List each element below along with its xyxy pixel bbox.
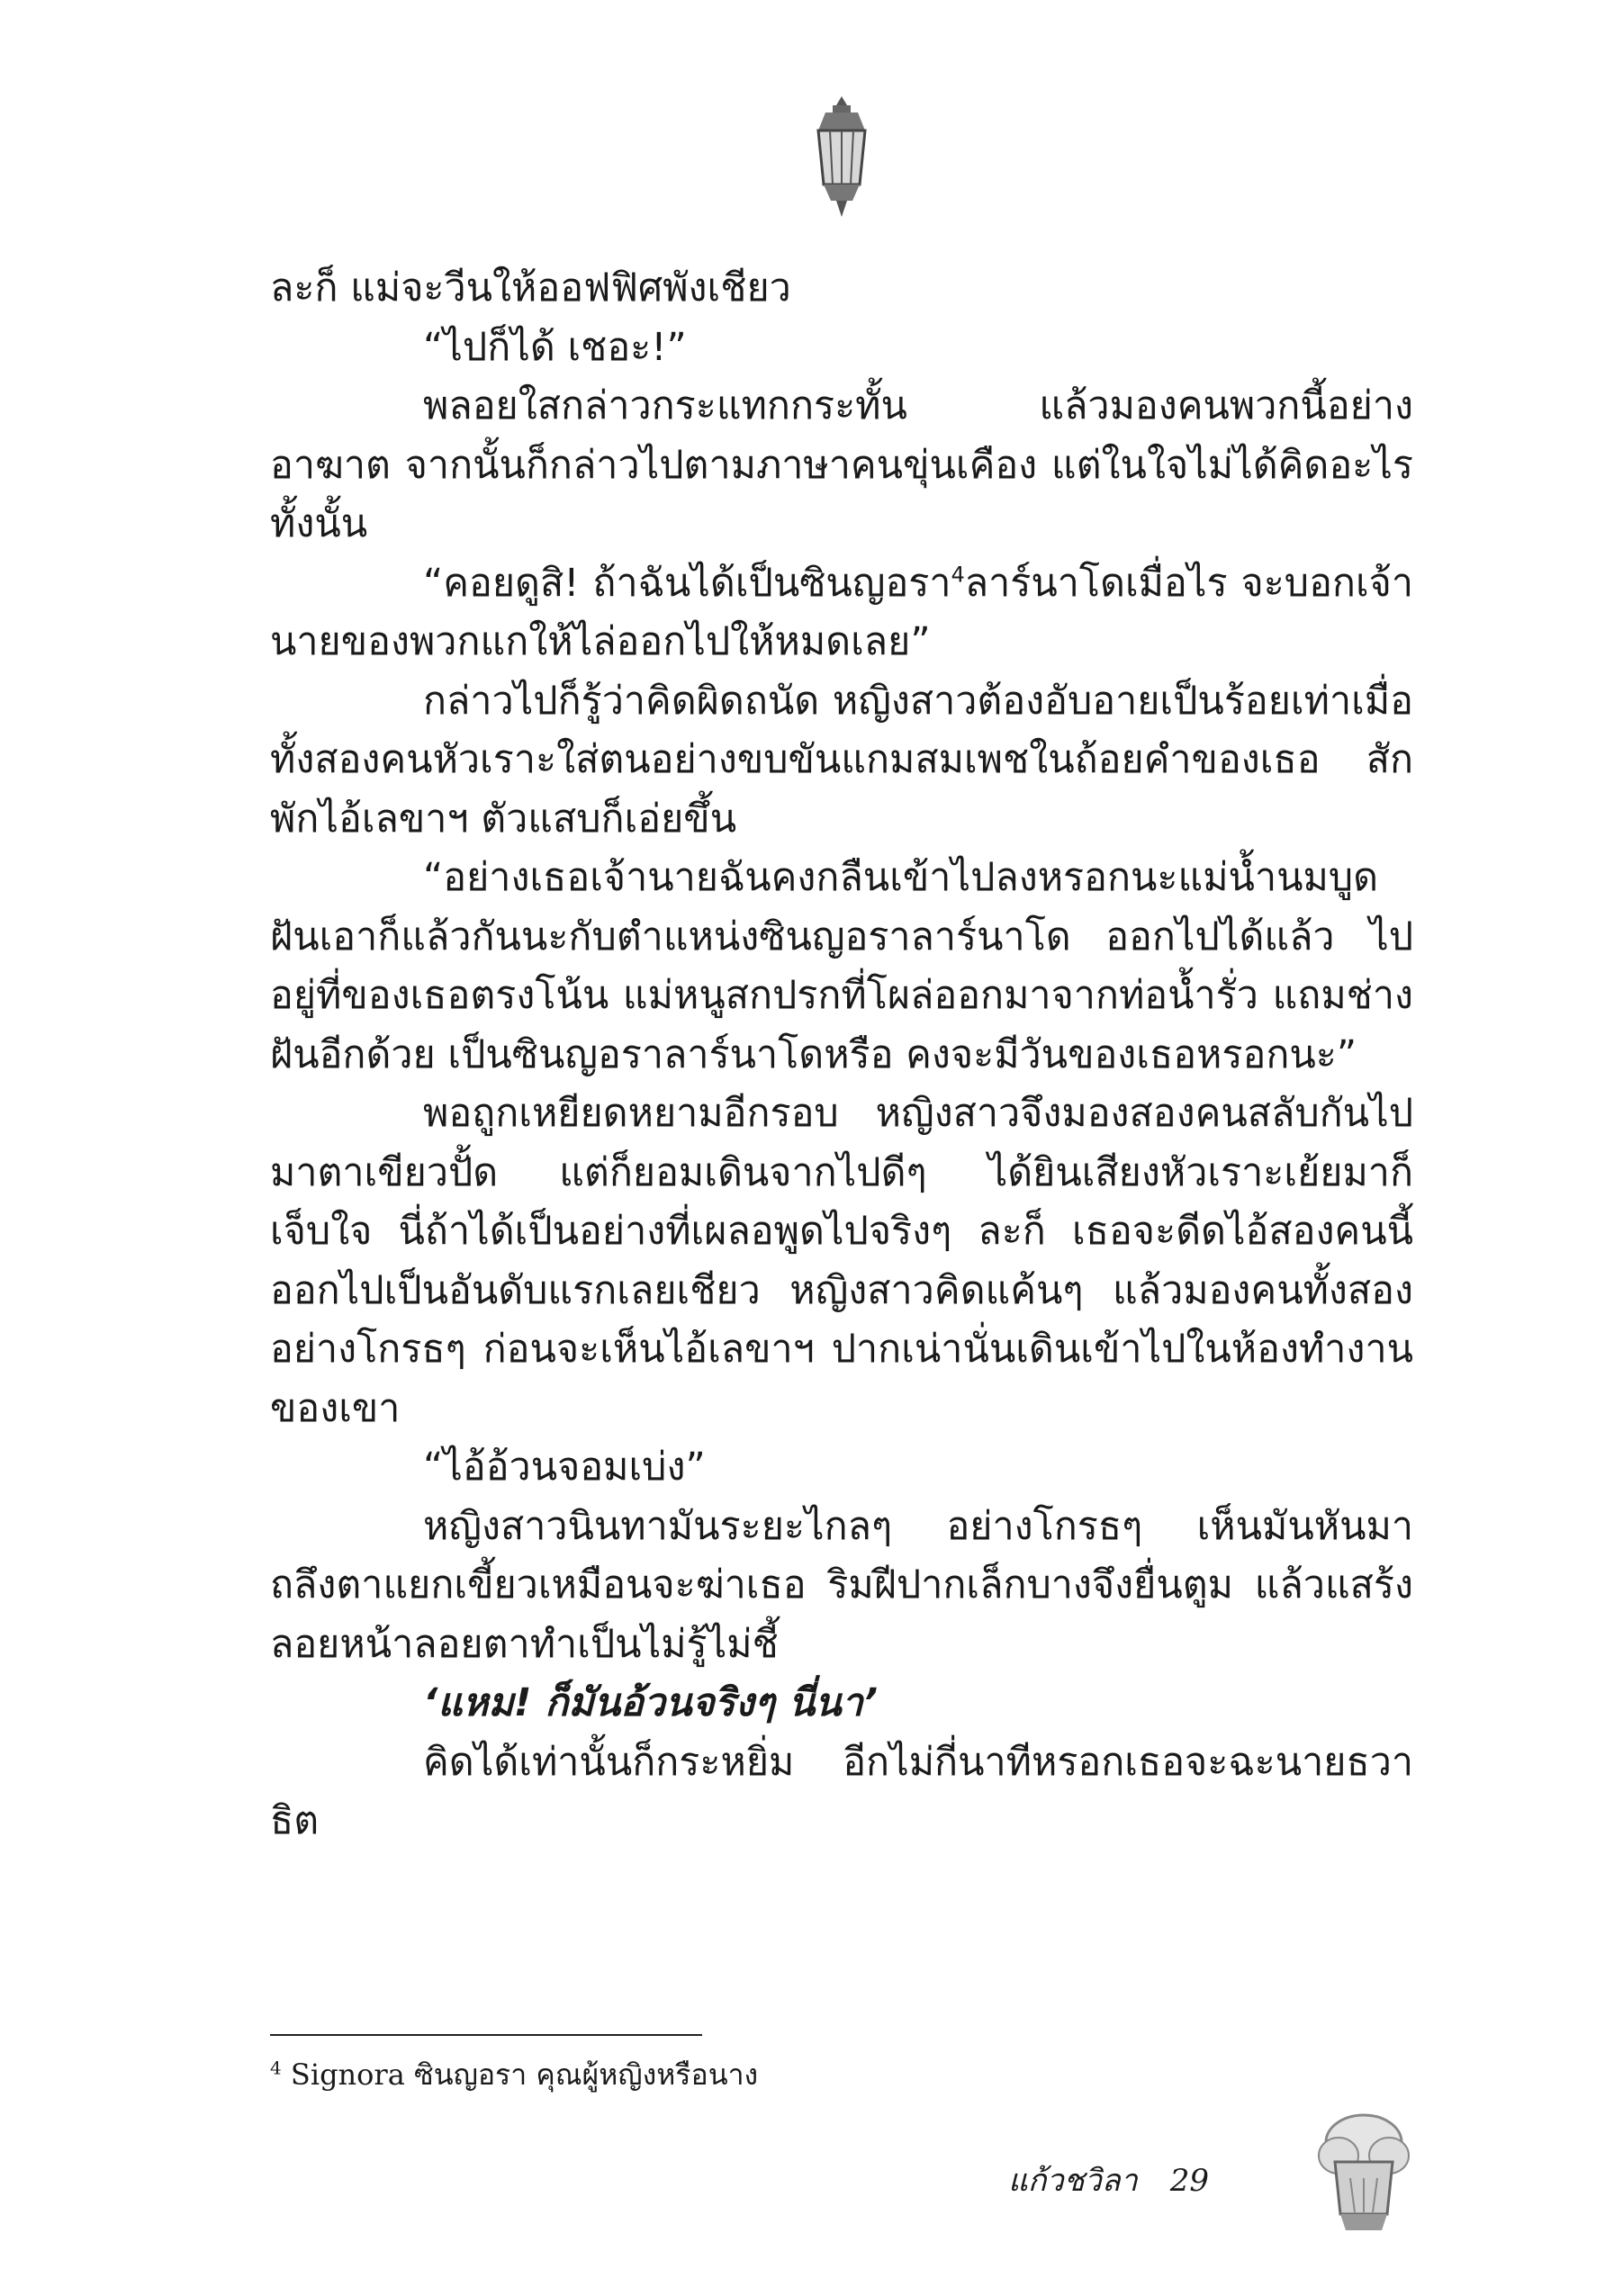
paragraph: หญิงสาวนินทามันระยะไกลๆ อย่างโกรธๆ เห็นมันหันมาถลึงตาแยกเขี้ยวเหมือนจะฆ่าเธอ ริมฝีปากเล็กบางจึงยื่นตูม แล้วแสร้งลอยหน้าลอยตาทำเป็นไม่รู้ไม่ชี้	[270, 1503, 1413, 1667]
paragraph: พอถูกเหยียดหยามอีกรอบ หญิงสาวจึงมองสองคนสลับกันไปมาตาเขียวปั้ด แต่ก็ยอมเดินจากไปดีๆ ได้ยินเสียงหัวเราะเย้ยมาก็เจ็บใจ นี่ถ้าได้เป็นอย่างที่เผลอพูดไปจริงๆ ละก็ เธอจะดีดไอ้สองคนนี้ออกไปเป็นอันดับแรกเลยเชียว หญิงสาวคิดแค้นๆ แล้วมองคนทั้งสองอย่างโกรธๆ ก่อนจะเห็นไอ้เลขาฯ ปากเน่านั่นเดินเข้าไปในห้องทำงานของเขา	[270, 1091, 1413, 1431]
paragraph: ละก็ แม่จะวีนให้ออฟฟิศพังเชียว	[270, 266, 791, 311]
page-number: 29	[1169, 2163, 1209, 2199]
paragraph: คิดได้เท่านั้นก็กระหยิ่ม อีกไม่กี่นาทีหรอกเธอจะฉะนายธวาธิต	[270, 1739, 1413, 1843]
paragraph-text: “คอยดูสิ! ถ้าฉันได้เป็นซินญอรา	[423, 560, 951, 606]
paragraph: “ไอ้อ้วนจอมเบ่ง”	[423, 1445, 706, 1490]
paragraph	[270, 554, 1413, 672]
paragraph: กล่าวไปก็รู้ว่าคิดผิดถนัด หญิงสาวต้องอับอายเป็นร้อยเท่าเมื่อทั้งสองคนหัวเราะใส่ตนอย่างขบขันแกมสมเพชในถ้อยคำของเธอ สักพักไอ้เลขาฯ ตัวแสบก็เอ่ยขึ้น	[270, 678, 1413, 842]
paragraph: “อย่างเธอเจ้านายฉันคงกลืนเข้าไปลงหรอกนะแม่น้ำนมบูดฝันเอาก็แล้วกันนะกับตำแหน่งซินญอราลาร์นาโด ออกไปได้แล้ว ไปอยู่ที่ของเธอตรงโน้น แม่หนูสกปรกที่โผล่ออกมาจากท่อน้ำรั่ว แถมช่างฝันอีกด้วย เป็นซินญอราลาร์นาโดหรือ คงจะมีวันของเธอหรอกนะ”	[270, 855, 1413, 1077]
body-text	[270, 259, 1413, 1851]
book-title: แก้วชวิลา	[1008, 2163, 1138, 2199]
chef-hat-icon	[1310, 2106, 1418, 2250]
page-footer	[1008, 2156, 1278, 2204]
footnote	[270, 2057, 1170, 2093]
italic-thought: ‘แหม! ก็มันอ้วนจริงๆ นี่นา’	[423, 1680, 879, 1725]
paragraph: “ไปก็ได้ เชอะ!”	[423, 324, 687, 370]
lantern-icon	[806, 95, 878, 221]
footnote-reference: 4	[951, 562, 965, 588]
footnote-number: 4	[270, 2057, 282, 2079]
paragraph: พลอยใสกล่าวกระแทกกระทั้น แล้วมองคนพวกนี้อย่างอาฆาต จากนั้นก็กล่าวไปตามภาษาคนขุ่นเคือง แต่ในใจไม่ได้คิดอะไรทั้งนั้น	[270, 383, 1413, 546]
paragraph-text: ลาร์นาโดเมื่อไร จะบอกเจ้านายของพวกแกให้ไล่ออกไปให้หมดเลย”	[270, 560, 1413, 664]
footnote-text: Signora ซินญอรา คุณผู้หญิงหรือนาง	[290, 2057, 759, 2092]
footnote-divider	[270, 2034, 702, 2036]
